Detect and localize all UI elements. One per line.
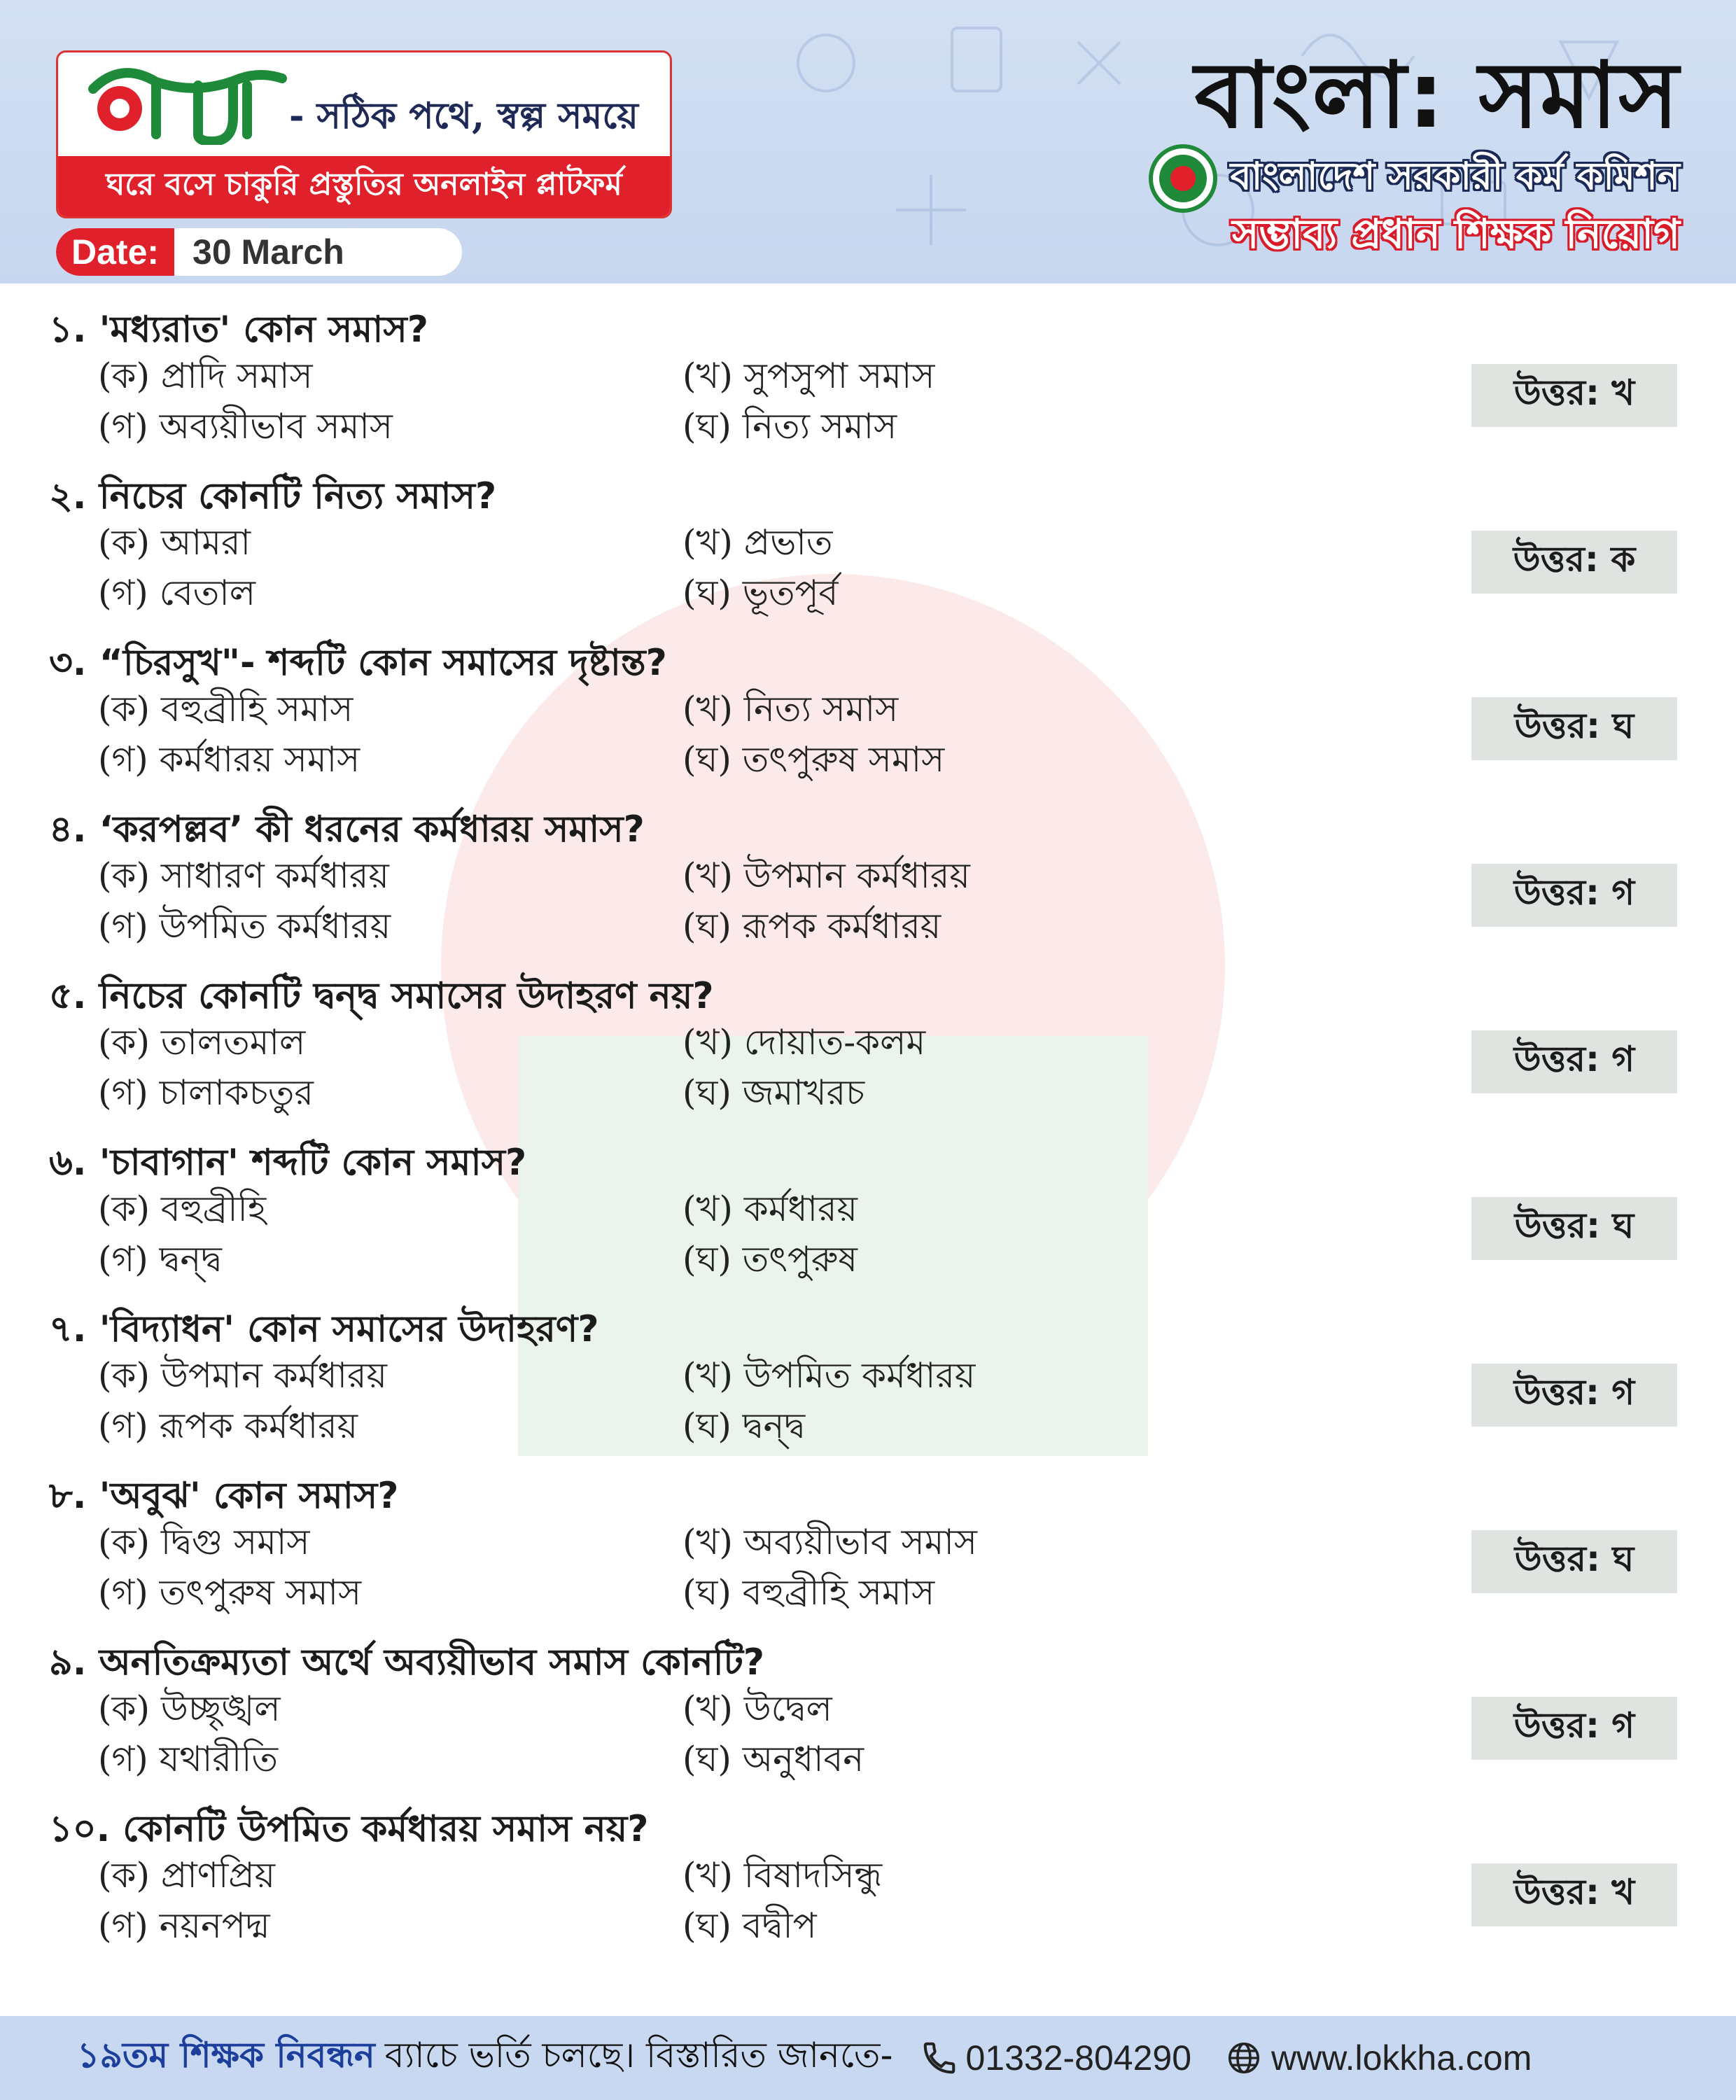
answer-badge: উত্তর: গ (1471, 1030, 1677, 1093)
option-kha: (খ) উপমান কর্মধারয় (682, 855, 970, 896)
option-gha: (ঘ) নিত্য সমাস (682, 406, 897, 447)
date-pill (56, 228, 462, 276)
question-number: ১. (49, 309, 87, 351)
globe-icon (1225, 2039, 1263, 2077)
option-ka: (ক) দ্বিগু সমাস (98, 1522, 310, 1562)
question-stem: ‘করপল্লব’ কী ধরনের কর্মধারয় সমাস? (99, 808, 645, 850)
option-ka: (ক) সাধারণ কর্মধারয় (98, 855, 389, 896)
question-block (0, 634, 1736, 801)
phone-number: 01332-804290 (965, 2038, 1192, 2078)
option-gha: (ঘ) রূপক কর্মধারয় (682, 906, 941, 946)
option-ka: (ক) উচ্ছৃঙ্খল (98, 1688, 281, 1729)
answer-badge: উত্তর: খ (1471, 1863, 1677, 1926)
org-name: বাংলাদেশ সরকারী কর্ম কমিশন (1230, 154, 1680, 198)
question-stem: 'মধ্যরাত' কোন সমাস? (99, 309, 428, 351)
option-gha: (ঘ) তৎপুরুষ সমাস (682, 739, 945, 780)
footer-text: ব্যাচে ভর্তি চলছে। বিস্তারিত জানতে- (384, 2034, 893, 2076)
option-ka: (ক) প্রাদি সমাস (98, 356, 313, 396)
option-kha: (খ) দোয়াত-কলম (682, 1022, 926, 1063)
option-ka: (ক) আমরা (98, 522, 251, 563)
answer-badge: উত্তর: খ (1471, 364, 1677, 427)
option-gha: (ঘ) তৎপুরুষ (682, 1239, 858, 1280)
answer-badge: উত্তর: গ (1471, 1697, 1677, 1760)
answer-badge: উত্তর: গ (1471, 1364, 1677, 1427)
question-number: ৬. (49, 1142, 87, 1184)
question-block (0, 1800, 1736, 1967)
question-block (0, 468, 1736, 634)
option-kha: (খ) উদ্বেল (682, 1688, 832, 1729)
option-ka: (ক) বহুব্রীহি (98, 1189, 267, 1229)
option-gha: (ঘ) অনুধাবন (682, 1739, 864, 1779)
answer-badge: উত্তর: ঘ (1471, 1530, 1677, 1593)
option-kha: (খ) প্রভাত (682, 522, 833, 563)
question-stem: কোনটি উপমিত কর্মধারয় সমাস নয়? (122, 1808, 649, 1850)
option-gha: (ঘ) ভূতপূর্ব (682, 573, 839, 613)
date-label: Date: (56, 228, 174, 276)
answer-badge: উত্তর: ঘ (1471, 697, 1677, 760)
option-ga: (গ) কর্মধারয় সমাস (98, 739, 360, 780)
question-block (0, 1467, 1736, 1634)
website-url: www.lokkha.com (1271, 2038, 1532, 2078)
question-block (0, 301, 1736, 468)
question-number: ৮. (49, 1475, 87, 1517)
option-ga: (গ) চালাকচতুর (98, 1072, 314, 1113)
answer-badge: উত্তর: ক (1471, 531, 1677, 594)
option-gha: (ঘ) বদ্বীপ (682, 1905, 817, 1946)
option-gha: (ঘ) জমাখরচ (682, 1072, 865, 1113)
question-stem: নিচের কোনটি নিত্য সমাস? (99, 475, 497, 517)
footer-bar (0, 2016, 1736, 2100)
option-ga: (গ) অব্যয়ীভাব সমাস (98, 406, 393, 447)
header-banner (0, 0, 1736, 284)
question-number: ৭. (49, 1308, 87, 1350)
question-number: ৫. (49, 975, 87, 1017)
footer-website[interactable] (1225, 2038, 1532, 2078)
option-kha: (খ) কর্মধারয় (682, 1189, 858, 1229)
question-number: ৪. (49, 808, 87, 850)
footer-phone[interactable] (920, 2038, 1191, 2078)
answer-badge: উত্তর: ঘ (1471, 1197, 1677, 1260)
question-block (0, 801, 1736, 967)
option-gha: (ঘ) দ্বন্দ্ব (682, 1406, 806, 1446)
brand-subtitle-bar (58, 156, 670, 216)
bd-govt-seal-icon (1148, 144, 1218, 214)
question-block (0, 967, 1736, 1134)
option-gha: (ঘ) বহুব্রীহি সমাস (682, 1572, 935, 1613)
question-stem: 'বিদ্যাধন' কোন সমাসের উদাহরণ? (99, 1308, 599, 1350)
page-title: বাংলা: সমাস (1194, 42, 1680, 148)
date-value: 30 March (192, 232, 344, 272)
question-block (0, 1134, 1736, 1301)
option-ka: (ক) প্রাণপ্রিয় (98, 1855, 276, 1896)
question-block (0, 1301, 1736, 1467)
question-stem: 'অবুঝ' কোন সমাস? (99, 1475, 399, 1517)
option-kha: (খ) সুপসুপা সমাস (682, 356, 935, 396)
brand-tagline: - সঠিক পথে, স্বল্প সময়ে (289, 94, 638, 137)
question-number: ২. (49, 475, 87, 517)
question-number: ৯. (49, 1642, 87, 1684)
lokkha-logo (79, 68, 289, 145)
question-block (0, 1634, 1736, 1800)
option-ga: (গ) যথারীতি (98, 1739, 278, 1779)
question-number: ১০. (49, 1808, 111, 1850)
footer-highlight: ১৯তম শিক্ষক নিবন্ধন (77, 2034, 375, 2076)
option-ka: (ক) তালতমাল (98, 1022, 306, 1063)
exam-name: সম্ভাব্য প্রধান শিক্ষক নিয়োগ (1232, 210, 1680, 258)
option-kha: (খ) অব্যয়ীভাব সমাস (682, 1522, 977, 1562)
option-ga: (গ) তৎপুরুষ সমাস (98, 1572, 362, 1613)
answer-badge: উত্তর: গ (1471, 864, 1677, 927)
option-kha: (খ) বিষাদসিন্ধু (682, 1855, 883, 1896)
option-kha: (খ) নিত্য সমাস (682, 689, 899, 729)
option-ga: (গ) নয়নপদ্ম (98, 1905, 270, 1946)
question-stem: “চিরসুখ"- শব্দটি কোন সমাসের দৃষ্টান্ত? (99, 642, 667, 684)
option-ga: (গ) দ্বন্দ্ব (98, 1239, 222, 1280)
phone-icon (920, 2039, 958, 2077)
option-ka: (ক) উপমান কর্মধারয় (98, 1355, 387, 1396)
question-number: ৩. (49, 642, 87, 684)
question-stem: অনতিক্রম্যতা অর্থে অব্যয়ীভাব সমাস কোনটি? (99, 1642, 765, 1684)
option-kha: (খ) উপমিত কর্মধারয় (682, 1355, 976, 1396)
option-ka: (ক) বহুব্রীহি সমাস (98, 689, 354, 729)
question-stem: নিচের কোনটি দ্বন্দ্ব সমাসের উদাহরণ নয়? (99, 975, 714, 1017)
brand-subtitle: ঘরে বসে চাকুরি প্রস্তুতির অনলাইন প্লাটফর্ম (106, 166, 622, 202)
brand-card (56, 50, 672, 218)
option-ga: (গ) রূপক কর্মধারয় (98, 1406, 358, 1446)
option-ga: (গ) বেতাল (98, 573, 256, 613)
question-stem: 'চাবাগান' শব্দটি কোন সমাস? (99, 1142, 527, 1184)
option-ga: (গ) উপমিত কর্মধারয় (98, 906, 391, 946)
